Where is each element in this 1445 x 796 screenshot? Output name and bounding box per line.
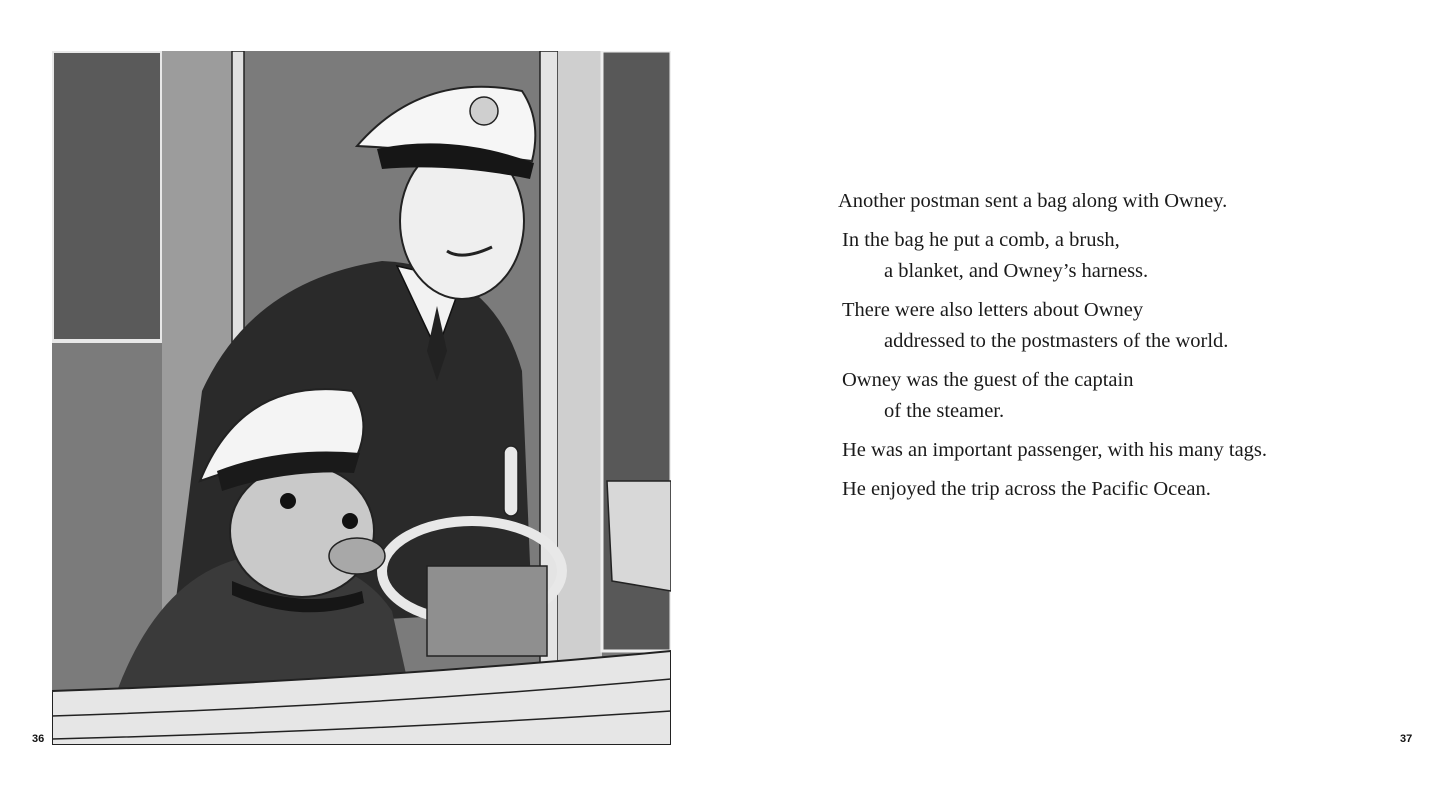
page-number-right: 37: [1400, 733, 1413, 745]
captain-and-dog-illustration-icon: [52, 51, 671, 745]
text-line: Another postman sent a bag along with Owney.: [838, 190, 1228, 212]
text-line: In the bag he put a comb, a brush,: [842, 229, 1120, 251]
paragraph: [838, 435, 1398, 466]
text-line: of the steamer.: [884, 400, 1005, 422]
paragraph: [838, 474, 1398, 505]
paragraph: [838, 225, 1398, 287]
paragraph: [838, 295, 1398, 357]
paragraph: [838, 365, 1398, 427]
page-number-left: 36: [32, 733, 45, 745]
text-line: a blanket, and Owney’s harness.: [884, 260, 1149, 282]
story-text: [838, 186, 1398, 513]
paragraph: [838, 186, 1398, 217]
text-line: addressed to the postmasters of the world.: [884, 330, 1229, 352]
text-line: He was an important passenger, with his many tags.: [842, 439, 1268, 461]
book-illustration: [52, 51, 671, 745]
text-line: There were also letters about Owney: [842, 299, 1144, 321]
text-line: Owney was the guest of the captain: [842, 369, 1134, 391]
text-line: He enjoyed the trip across the Pacific Ocean.: [842, 478, 1211, 500]
